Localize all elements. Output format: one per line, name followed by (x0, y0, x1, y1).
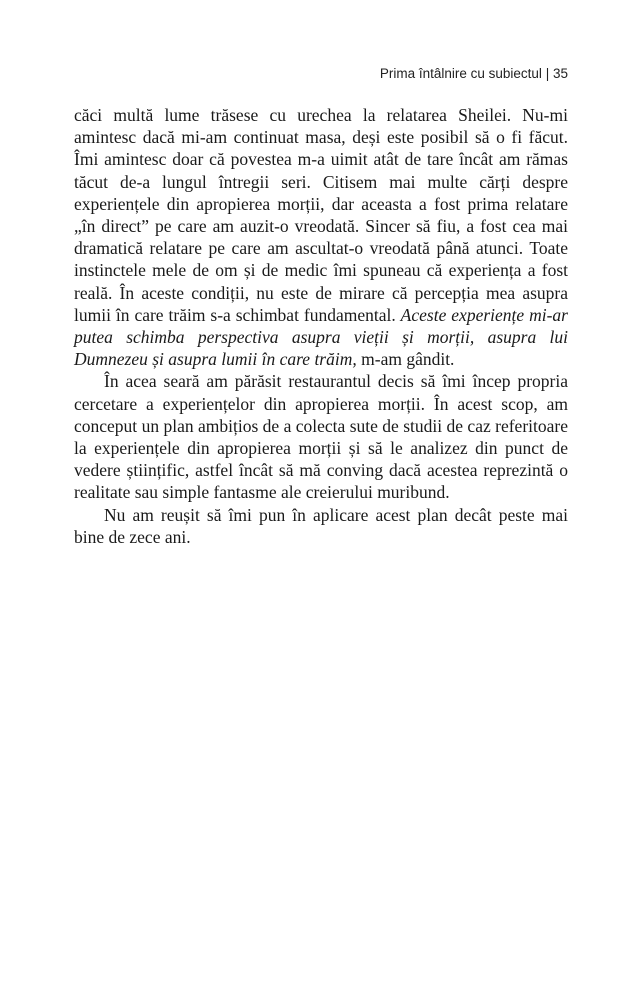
paragraph-3: Nu am reușit să îmi pun în aplicare acest plan decât peste mai bine de zece ani. (74, 504, 568, 547)
paragraph-1-italic-thought: Aceste experiențe mi-ar putea schimba perspectiva asupra vieții și morții, asupra lui Dumnezeu și asupra lumii în care trăim, (74, 304, 568, 370)
paragraph-1 (74, 104, 568, 370)
body-text (74, 104, 568, 548)
paragraph-1-text-start: căci multă lume trăsese cu urechea la relatarea Sheilei. Nu-mi amintesc dacă mi-am continuat masa, deși este posibil să o fi făcut. Îmi amintesc doar că povestea m-a uimit atât de tare încât am rămas tăcut de-a lungul întregii seri. Citisem mai multe cărți despre experiențele din apropierea morții, dar aceasta a fost prima relatare „în direct” pe care am auzit-o vreodată. Sincer să fiu, a fost cea mai dramatică relatare pe care am ascultat-o vreodată până atunci. Toate instinctele mele de om și de medic îmi spuneau că experiența a fost reală. În aceste condiții, nu este de mirare că percepția mea asupra lumii în care trăim s-a schimbat fundamental. (74, 105, 568, 325)
running-header (74, 66, 568, 82)
page-number: 35 (552, 66, 568, 81)
paragraph-1-text-end: m-am gândit. (356, 349, 455, 370)
running-title: Prima întâlnire cu subiectul (379, 66, 542, 81)
paragraph-2: În acea seară am părăsit restaurantul decis să îmi încep propria cercetare a experiențelor din apropierea morții. În acest scop, am conceput un plan ambițios de a colecta sute de studii de caz referitoare la experiențele din apropierea morții și să le analizez din punct de vedere științific, astfel încât să mă conving dacă acestea reprezintă o realitate sau simple fantasme ale creierului muribund. (74, 371, 568, 503)
header-separator: | (545, 66, 550, 81)
